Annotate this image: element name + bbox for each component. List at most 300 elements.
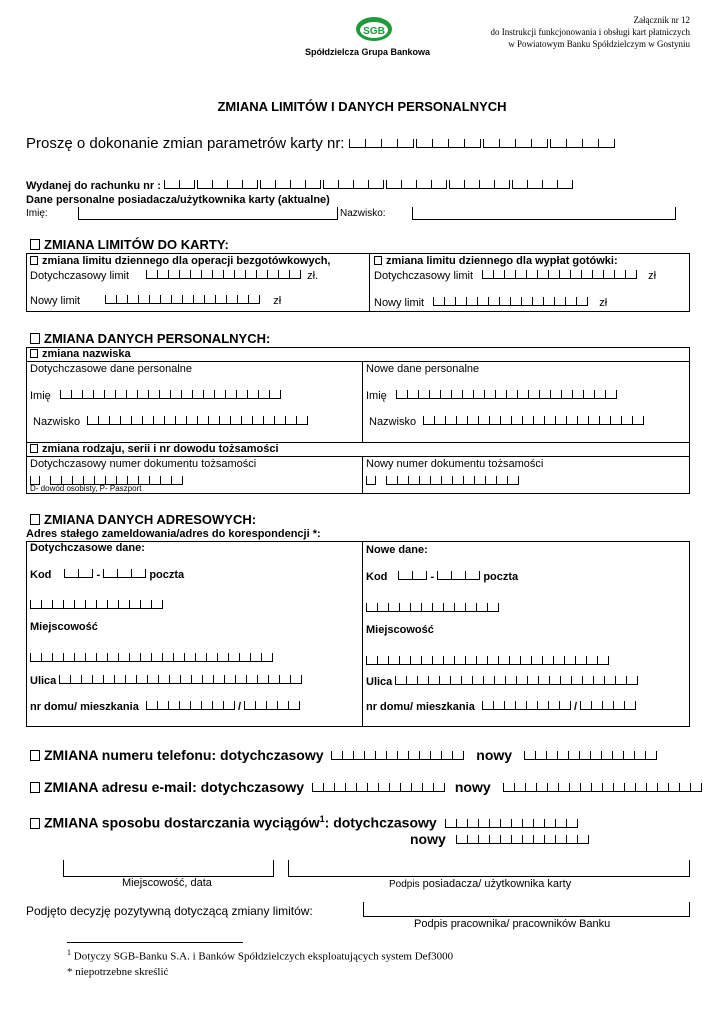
char-box[interactable] (581, 701, 592, 710)
char-box[interactable] (276, 180, 291, 189)
char-box[interactable] (511, 297, 522, 306)
char-box[interactable] (236, 675, 247, 684)
char-box[interactable] (291, 180, 306, 189)
char-box[interactable] (408, 390, 419, 399)
char-box[interactable] (165, 416, 176, 425)
char-box[interactable] (440, 676, 451, 685)
char-box[interactable] (523, 416, 534, 425)
char-box[interactable] (477, 603, 488, 612)
char-box[interactable] (209, 416, 220, 425)
char-box[interactable] (400, 603, 411, 612)
char-box[interactable] (539, 676, 550, 685)
char-box[interactable] (256, 701, 267, 710)
char-box[interactable] (420, 476, 431, 485)
char-box[interactable] (497, 476, 508, 485)
char-box[interactable] (132, 569, 146, 578)
char-box[interactable] (501, 819, 512, 828)
char-box[interactable] (605, 676, 616, 685)
char-box[interactable] (127, 390, 138, 399)
char-box[interactable] (556, 819, 567, 828)
char-box[interactable] (180, 701, 191, 710)
char-box[interactable] (104, 675, 115, 684)
char-box[interactable] (614, 783, 625, 792)
char-box[interactable] (516, 701, 527, 710)
char-box[interactable] (594, 676, 605, 685)
char-box[interactable] (558, 180, 573, 189)
char-box[interactable] (152, 653, 163, 662)
char-box[interactable] (218, 653, 229, 662)
char-box[interactable] (468, 416, 479, 425)
char-box[interactable] (324, 180, 339, 189)
char-box[interactable] (433, 139, 449, 148)
char-box[interactable] (264, 416, 275, 425)
char-box[interactable] (180, 270, 191, 279)
char-box[interactable] (560, 270, 571, 279)
char-box[interactable] (141, 600, 152, 609)
char-box[interactable] (83, 390, 94, 399)
char-box[interactable] (551, 390, 562, 399)
char-box[interactable] (343, 751, 354, 760)
char-box[interactable] (600, 416, 611, 425)
char-box[interactable] (576, 656, 587, 665)
char-box[interactable] (248, 390, 259, 399)
char-box[interactable] (625, 783, 636, 792)
char-box[interactable] (369, 180, 384, 189)
char-box[interactable] (279, 270, 290, 279)
char-box[interactable] (583, 139, 599, 148)
char-box[interactable] (398, 751, 409, 760)
char-box[interactable] (191, 701, 202, 710)
char-box[interactable] (624, 751, 635, 760)
char-box[interactable] (636, 783, 647, 792)
char-box[interactable] (506, 676, 517, 685)
char-box[interactable] (508, 476, 519, 485)
char-box[interactable] (516, 139, 532, 148)
char-box[interactable] (339, 180, 354, 189)
char-box[interactable] (259, 390, 270, 399)
char-box[interactable] (203, 675, 214, 684)
char-box[interactable] (278, 701, 289, 710)
char-box[interactable] (126, 675, 137, 684)
char-box[interactable] (451, 676, 462, 685)
char-box[interactable] (561, 676, 572, 685)
char-box[interactable] (488, 656, 499, 665)
char-box[interactable] (213, 270, 224, 279)
char-box[interactable] (468, 819, 479, 828)
char-box[interactable] (560, 701, 571, 710)
char-box[interactable] (115, 675, 126, 684)
char-box[interactable] (165, 180, 180, 189)
char-box[interactable] (453, 476, 464, 485)
char-box[interactable] (75, 653, 86, 662)
char-box[interactable] (424, 416, 435, 425)
char-box[interactable] (589, 416, 600, 425)
char-box[interactable] (119, 600, 130, 609)
phone-checkbox[interactable] (30, 750, 40, 761)
char-box[interactable] (268, 270, 279, 279)
char-box[interactable] (521, 656, 532, 665)
char-box[interactable] (368, 783, 379, 792)
char-box[interactable] (249, 295, 260, 304)
char-box[interactable] (313, 783, 324, 792)
char-box[interactable] (548, 783, 559, 792)
char-box[interactable] (390, 783, 401, 792)
char-box[interactable] (505, 270, 516, 279)
char-box[interactable] (475, 476, 486, 485)
char-box[interactable] (149, 390, 160, 399)
char-box[interactable] (490, 819, 501, 828)
char-box[interactable] (417, 139, 433, 148)
char-box[interactable] (583, 676, 594, 685)
char-box[interactable] (490, 835, 501, 844)
char-box[interactable] (235, 270, 246, 279)
char-box[interactable] (365, 751, 376, 760)
char-box[interactable] (430, 390, 441, 399)
char-box[interactable] (64, 600, 75, 609)
char-box[interactable] (523, 835, 534, 844)
char-box[interactable] (257, 270, 268, 279)
char-box[interactable] (543, 180, 558, 189)
char-box[interactable] (119, 653, 130, 662)
char-box[interactable] (433, 656, 444, 665)
limits-checkbox[interactable] (30, 239, 40, 250)
char-box[interactable] (53, 653, 64, 662)
char-box[interactable] (501, 416, 512, 425)
char-box[interactable] (79, 569, 93, 578)
char-box[interactable] (429, 676, 440, 685)
char-box[interactable] (580, 751, 591, 760)
char-box[interactable] (457, 416, 468, 425)
char-box[interactable] (229, 653, 240, 662)
char-box[interactable] (538, 701, 549, 710)
char-box[interactable] (417, 180, 432, 189)
char-box[interactable] (141, 653, 152, 662)
char-box[interactable] (398, 139, 414, 148)
old-city-field[interactable] (30, 653, 273, 662)
char-box[interactable] (457, 835, 468, 844)
new-flat-field[interactable] (580, 701, 636, 710)
char-box[interactable] (438, 571, 452, 580)
char-box[interactable] (118, 569, 132, 578)
phone-new-field[interactable] (524, 751, 657, 760)
char-box[interactable] (622, 416, 633, 425)
char-box[interactable] (161, 295, 172, 304)
char-box[interactable] (324, 783, 335, 792)
char-box[interactable] (595, 390, 606, 399)
char-box[interactable] (488, 603, 499, 612)
personal-checkbox[interactable] (30, 333, 40, 344)
char-box[interactable] (240, 653, 251, 662)
char-box[interactable] (523, 819, 534, 828)
char-box[interactable] (216, 295, 227, 304)
char-box[interactable] (160, 390, 171, 399)
char-box[interactable] (86, 653, 97, 662)
char-box[interactable] (532, 656, 543, 665)
limit-cashless-new-field[interactable] (105, 295, 260, 304)
char-box[interactable] (357, 783, 368, 792)
char-box[interactable] (549, 270, 560, 279)
char-box[interactable] (633, 416, 644, 425)
char-box[interactable] (525, 751, 536, 760)
char-box[interactable] (480, 180, 495, 189)
char-box[interactable] (625, 701, 636, 710)
char-box[interactable] (409, 751, 420, 760)
employee-signature-field[interactable] (363, 902, 690, 917)
char-box[interactable] (97, 600, 108, 609)
char-box[interactable] (615, 270, 626, 279)
statements-checkbox[interactable] (30, 818, 40, 829)
email-checkbox[interactable] (30, 782, 40, 793)
char-box[interactable] (573, 390, 584, 399)
surname-change-checkbox[interactable] (30, 349, 38, 358)
char-box[interactable] (143, 416, 154, 425)
char-box[interactable] (253, 416, 264, 425)
char-box[interactable] (193, 390, 204, 399)
limit-cashless-current-field[interactable] (146, 270, 301, 279)
char-box[interactable] (191, 270, 202, 279)
char-box[interactable] (418, 676, 429, 685)
char-box[interactable] (496, 390, 507, 399)
char-box[interactable] (99, 416, 110, 425)
char-box[interactable] (214, 675, 225, 684)
char-box[interactable] (680, 783, 691, 792)
char-box[interactable] (198, 416, 209, 425)
char-box[interactable] (389, 603, 400, 612)
char-box[interactable] (379, 783, 390, 792)
char-box[interactable] (433, 603, 444, 612)
char-box[interactable] (116, 390, 127, 399)
char-box[interactable] (446, 416, 457, 425)
char-box[interactable] (367, 476, 376, 485)
char-box[interactable] (137, 675, 148, 684)
char-box[interactable] (582, 270, 593, 279)
char-box[interactable] (407, 676, 418, 685)
char-box[interactable] (350, 139, 366, 148)
holder-signature-field[interactable] (288, 860, 690, 877)
new-house-field[interactable] (482, 701, 571, 710)
char-box[interactable] (569, 751, 580, 760)
char-box[interactable] (130, 653, 141, 662)
char-box[interactable] (187, 416, 198, 425)
char-box[interactable] (185, 653, 196, 662)
statements-old-field[interactable] (445, 819, 578, 828)
statements-new-field[interactable] (456, 835, 589, 844)
old-postcode-field-a[interactable] (64, 569, 93, 578)
char-box[interactable] (398, 476, 409, 485)
char-box[interactable] (246, 270, 257, 279)
char-box[interactable] (474, 390, 485, 399)
char-box[interactable] (516, 270, 527, 279)
char-box[interactable] (501, 835, 512, 844)
char-box[interactable] (152, 600, 163, 609)
char-box[interactable] (658, 783, 669, 792)
char-box[interactable] (71, 675, 82, 684)
char-box[interactable] (464, 476, 475, 485)
email-new-field[interactable] (503, 783, 702, 792)
char-box[interactable] (262, 653, 273, 662)
new-city-field[interactable] (366, 656, 609, 665)
char-box[interactable] (442, 476, 453, 485)
char-box[interactable] (366, 139, 382, 148)
char-box[interactable] (499, 656, 510, 665)
char-box[interactable] (420, 751, 431, 760)
new-last-name-field[interactable] (423, 416, 644, 425)
char-box[interactable] (172, 295, 183, 304)
char-box[interactable] (452, 390, 463, 399)
char-box[interactable] (444, 603, 455, 612)
char-box[interactable] (61, 390, 72, 399)
char-box[interactable] (105, 390, 116, 399)
char-box[interactable] (228, 180, 243, 189)
char-box[interactable] (466, 656, 477, 665)
char-box[interactable] (558, 751, 569, 760)
char-box[interactable] (194, 295, 205, 304)
char-box[interactable] (227, 295, 238, 304)
new-doc-number-field[interactable] (386, 476, 519, 485)
char-box[interactable] (494, 701, 505, 710)
char-box[interactable] (545, 416, 556, 425)
char-box[interactable] (422, 656, 433, 665)
char-box[interactable] (354, 751, 365, 760)
char-box[interactable] (495, 676, 506, 685)
char-box[interactable] (435, 416, 446, 425)
char-box[interactable] (528, 676, 539, 685)
new-post-office-field[interactable] (366, 603, 499, 612)
char-box[interactable] (556, 835, 567, 844)
char-box[interactable] (554, 656, 565, 665)
char-box[interactable] (479, 819, 490, 828)
char-box[interactable] (117, 295, 128, 304)
char-box[interactable] (75, 600, 86, 609)
char-box[interactable] (551, 139, 567, 148)
char-box[interactable] (346, 783, 357, 792)
char-box[interactable] (147, 701, 158, 710)
char-box[interactable] (477, 656, 488, 665)
char-box[interactable] (231, 416, 242, 425)
char-box[interactable] (389, 656, 400, 665)
char-box[interactable] (572, 676, 583, 685)
char-box[interactable] (603, 783, 614, 792)
char-box[interactable] (172, 476, 183, 485)
char-box[interactable] (544, 297, 555, 306)
char-box[interactable] (180, 180, 195, 189)
char-box[interactable] (242, 416, 253, 425)
char-box[interactable] (367, 603, 378, 612)
new-first-name-field[interactable] (396, 390, 617, 399)
char-box[interactable] (226, 390, 237, 399)
char-box[interactable] (515, 783, 526, 792)
char-box[interactable] (567, 139, 583, 148)
char-box[interactable] (402, 180, 417, 189)
char-box[interactable] (286, 416, 297, 425)
email-old-field[interactable] (312, 783, 445, 792)
char-box[interactable] (478, 297, 489, 306)
char-box[interactable] (110, 416, 121, 425)
char-box[interactable] (484, 139, 500, 148)
char-box[interactable] (31, 653, 42, 662)
char-box[interactable] (534, 835, 545, 844)
char-box[interactable] (332, 751, 343, 760)
address-checkbox[interactable] (30, 514, 40, 525)
char-box[interactable] (543, 656, 554, 665)
char-box[interactable] (567, 819, 578, 828)
char-box[interactable] (367, 656, 378, 665)
char-box[interactable] (432, 180, 447, 189)
char-box[interactable] (169, 701, 180, 710)
char-box[interactable] (537, 783, 548, 792)
limit-cashless-checkbox[interactable] (30, 256, 38, 265)
char-box[interactable] (86, 600, 97, 609)
char-box[interactable] (267, 701, 278, 710)
new-postcode-field-b[interactable] (437, 571, 480, 580)
char-box[interactable] (158, 270, 169, 279)
char-box[interactable] (434, 783, 445, 792)
char-box[interactable] (483, 701, 494, 710)
char-box[interactable] (104, 569, 118, 578)
old-street-field[interactable] (59, 675, 302, 684)
char-box[interactable] (261, 180, 276, 189)
char-box[interactable] (247, 675, 258, 684)
char-box[interactable] (387, 751, 398, 760)
char-box[interactable] (584, 390, 595, 399)
char-box[interactable] (97, 653, 108, 662)
char-box[interactable] (446, 819, 457, 828)
char-box[interactable] (378, 656, 389, 665)
char-box[interactable] (613, 751, 624, 760)
char-box[interactable] (108, 600, 119, 609)
char-box[interactable] (522, 297, 533, 306)
char-box[interactable] (669, 783, 680, 792)
char-box[interactable] (450, 180, 465, 189)
char-box[interactable] (562, 390, 573, 399)
char-box[interactable] (512, 819, 523, 828)
char-box[interactable] (121, 416, 132, 425)
char-box[interactable] (465, 139, 481, 148)
char-box[interactable] (540, 390, 551, 399)
char-box[interactable] (237, 390, 248, 399)
char-box[interactable] (204, 390, 215, 399)
char-box[interactable] (65, 569, 79, 578)
char-box[interactable] (570, 783, 581, 792)
limit-cash-checkbox[interactable] (374, 256, 382, 265)
char-box[interactable] (53, 600, 64, 609)
char-box[interactable] (215, 390, 226, 399)
char-box[interactable] (555, 297, 566, 306)
char-box[interactable] (108, 653, 119, 662)
place-date-field[interactable] (63, 860, 274, 877)
char-box[interactable] (485, 390, 496, 399)
char-box[interactable] (527, 701, 538, 710)
char-box[interactable] (269, 675, 280, 684)
char-box[interactable] (88, 416, 99, 425)
char-box[interactable] (275, 416, 286, 425)
char-box[interactable] (518, 390, 529, 399)
char-box[interactable] (467, 297, 478, 306)
old-post-office-field[interactable] (30, 600, 163, 609)
char-box[interactable] (603, 701, 614, 710)
char-box[interactable] (434, 297, 445, 306)
char-box[interactable] (205, 295, 216, 304)
char-box[interactable] (452, 571, 466, 580)
char-box[interactable] (593, 270, 604, 279)
char-box[interactable] (213, 701, 224, 710)
char-box[interactable] (128, 295, 139, 304)
first-name-field[interactable] (78, 207, 338, 220)
char-box[interactable] (225, 675, 236, 684)
char-box[interactable] (463, 390, 474, 399)
char-box[interactable] (413, 571, 427, 580)
char-box[interactable] (171, 390, 182, 399)
